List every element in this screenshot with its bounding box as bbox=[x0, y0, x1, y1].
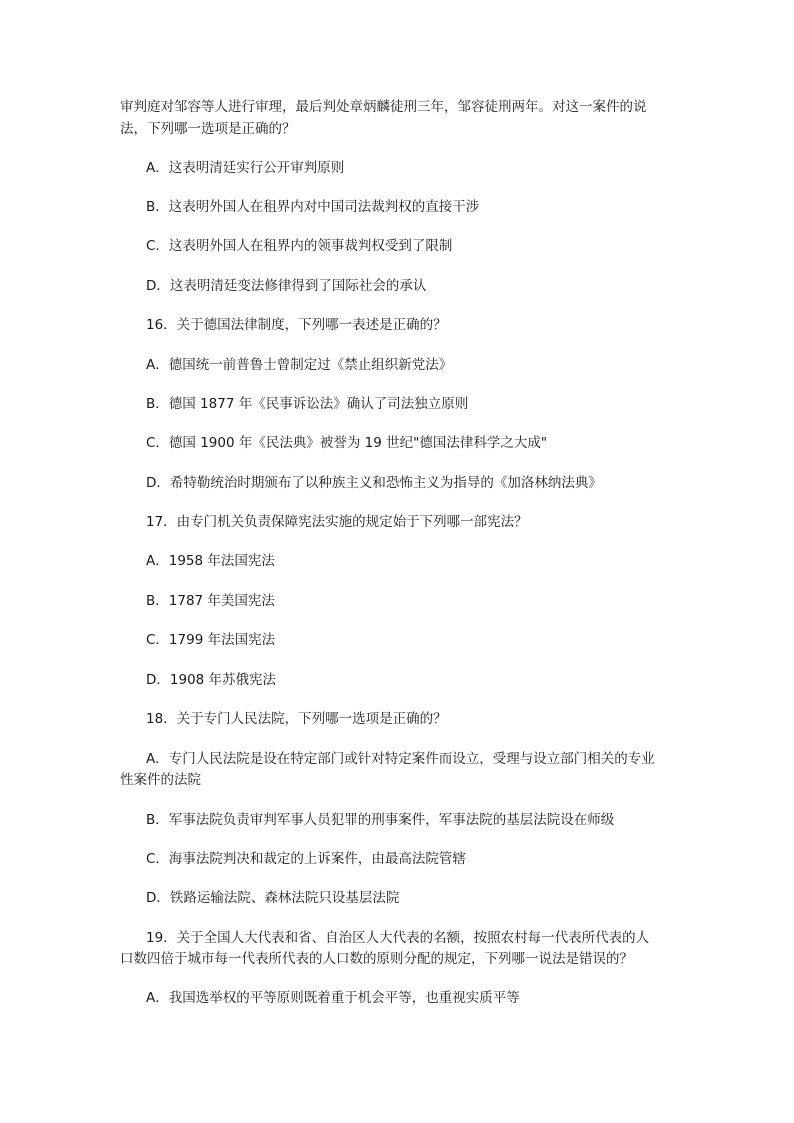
q18-stem: 18．关于专门人民法院，下列哪一选项是正确的？ bbox=[146, 711, 447, 727]
q15-option-b: B．这表明外国人在租界内对中国司法裁判权的直接干涉 bbox=[146, 199, 480, 215]
q19-option-a: A．我国选举权的平等原则既着重于机会平等，也重视实质平等 bbox=[146, 990, 520, 1006]
q17-option-b: B．1787 年美国宪法 bbox=[146, 593, 275, 609]
q16-stem: 16．关于德国法律制度，下列哪一表述是正确的？ bbox=[146, 317, 447, 333]
q15-option-d: D．这表明清廷变法修律得到了国际社会的承认 bbox=[146, 278, 427, 294]
intro-line-2: 法，下列哪一选项是正确的？ bbox=[120, 121, 296, 137]
q18-option-b: B．军事法院负责审判军事人员犯罪的刑事案件，军事法院的基层法院设在师级 bbox=[146, 812, 615, 828]
q15-option-c: C．这表明外国人在租界内的领事裁判权受到了限制 bbox=[146, 238, 453, 254]
q17-option-a: A．1958 年法国宪法 bbox=[146, 553, 275, 569]
q18-option-a-line-1: A．专门人民法院是设在特定部门或针对特定案件而设立，受理与设立部门相关的专业 bbox=[146, 751, 655, 767]
q18-option-c: C．海事法院判决和裁定的上诉案件，由最高法院管辖 bbox=[146, 851, 466, 867]
q16-option-d: D．希特勒统治时期颁布了以种族主义和恐怖主义为指导的《加洛林纳法典》 bbox=[146, 475, 602, 491]
q19-stem-line-1: 19．关于全国人大代表和省、自治区人大代表的名额，按照农村每一代表所代表的人 bbox=[146, 930, 650, 946]
q19-stem-line-2: 口数四倍于城市每一代表所代表的人口数的原则分配的规定，下列哪一说法是错误的？ bbox=[120, 951, 633, 967]
q16-option-a: A．德国统一前普鲁士曾制定过《禁止组织新党法》 bbox=[146, 357, 453, 373]
q16-option-b: B．德国 1877 年《民事诉讼法》确认了司法独立原则 bbox=[146, 396, 469, 412]
q17-option-d: D．1908 年苏俄宪法 bbox=[146, 672, 277, 688]
q15-option-a: A．这表明清廷实行公开审判原则 bbox=[146, 160, 345, 176]
q17-option-c: C．1799 年法国宪法 bbox=[146, 632, 276, 648]
q17-stem: 17．由专门机关负责保障宪法实施的规定始于下列哪一部宪法？ bbox=[146, 514, 528, 530]
q18-option-d: D．铁路运输法院、森林法院只设基层法院 bbox=[146, 890, 400, 906]
q18-option-a-line-2: 性案件的法院 bbox=[120, 772, 201, 788]
q16-option-c: C．德国 1900 年《民法典》被誉为 19 世纪"德国法律科学之大成" bbox=[146, 435, 548, 451]
intro-line-1: 审判庭对邹容等人进行审理，最后判处章炳麟徒刑三年，邹容徒刑两年。对这一案件的说 bbox=[120, 99, 647, 115]
